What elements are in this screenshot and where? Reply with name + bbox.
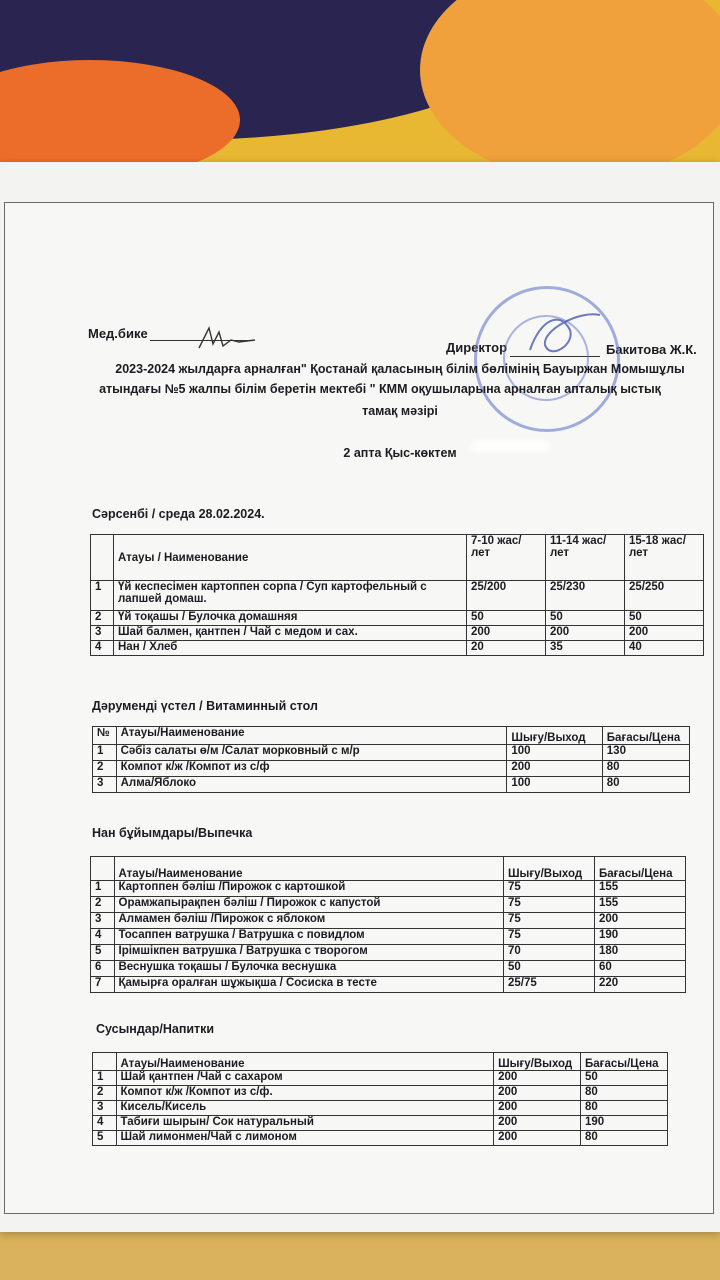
table-row: 1 Картоппен бәліш /Пирожок с картошкой 75 155 [91,881,686,897]
vitamin-section-title: Дәрумендi үстел / Витаминный стол [92,699,318,713]
director-label: Директор [446,340,508,355]
table-row: 2 Орамжапырақпен бәліш / Пирожок с капустой 75 155 [91,897,686,913]
drinks-table: Атауы/Наименование Шығу/Выход Бағасы/Цена 1 Шай қантпен /Чай с сахаром 200 50 2 Компот к/ж /Компот из с/ф. 200 80 3 Кисель/Кисель 200 80 4 Табиғи шырын/ Сок натуральный 200 190 5 Шай лимонмен/Чай с лимоном 200 80 [92,1052,668,1146]
table-row: 3 Алма/Яблоко 100 80 [93,777,690,793]
table-row: 4 Тосаппен ватрушка / Ватрушка с повидлом 75 190 [91,929,686,945]
drinks-section-title: Сусындар/Напитки [96,1022,215,1036]
col-name-header: Атауы / Наименование [114,535,467,581]
menu-title-line1: 2023-2024 жылдарға арналған" Қостанай қаласының білім бөлімінің Бауыржан Момышұлы [115,362,685,376]
bakery-section-title: Нан бұйымдары/Выпечка [92,826,253,840]
table-row: 2 Үй тоқашы / Булочка домашняя 50 50 50 [91,611,704,626]
menu-title-line3: тамақ мәзірі [362,404,438,418]
table-row: 3 Шай балмен, қантпен / Чай с медом и сах. 200 200 200 [91,626,704,641]
nurse-signature [195,318,265,354]
bakery-table: Атауы/Наименование Шығу/Выход Бағасы/Цена 1 Картоппен бәліш /Пирожок с картошкой 75 155 2 Орамжапырақпен бәліш / Пирожок с капустой 75 155 3 Алмамен бәліш /Пирожок с яблоком 75 200 4 Тосаппен ватрушка / Ватрушка с повидлом 75 190 5 Ірімшікпен ватрушка / Ватрушка с творогом 70 180 6 Веснушка тоқашы / Булочка веснушка 50 60 7 Қамырға оралған шұжықша / Сосиска в тесте 25/75 220 [90,856,686,993]
main-menu-table [90,534,704,656]
table-row: 1 Үй кеспесімен картоппен сорпа / Суп картофельный с лапшей домаш. 25/200 25/230 25/250 [91,581,704,611]
table-row: 3 Кисель/Кисель 200 80 [93,1101,668,1116]
table-row: 2 Компот к/ж /Компот из с/ф 200 80 [93,761,690,777]
week-label: 2 апта Қыс-көктем [343,446,457,460]
table-row: 1 Шай қантпен /Чай с сахаром 200 50 [93,1071,668,1086]
table-row: 5 Ірімшікпен ватрушка / Ватрушка с творогом 70 180 [91,945,686,961]
table-row: 1 Сәбіз салаты ө/м /Салат морковный с м/р 100 130 [93,745,690,761]
table-row: 6 Веснушка тоқашы / Булочка веснушка 50 60 [91,961,686,977]
vitamin-table: № Атауы/Наименование Шығу/Выход Бағасы/Цена 1 Сәбіз салаты ө/м /Салат морковный с м/р 100 130 2 Компот к/ж /Компот из с/ф 200 80 3 Алма/Яблоко 100 80 [92,726,690,793]
director-name: Бакитова Ж.К. [606,342,697,357]
table-row: 7 Қамырға оралған шұжықша / Сосиска в тесте 25/75 220 [91,977,686,993]
table-row: 5 Шай лимонмен/Чай с лимоном 200 80 [93,1131,668,1146]
table-row: 4 Табиғи шырын/ Сок натуральный 200 190 [93,1116,668,1131]
table-row: 2 Компот к/ж /Компот из с/ф. 200 80 [93,1086,668,1101]
col-age-11-14: 11-14 жас/ лет [546,535,625,581]
light-glare [470,440,550,452]
menu-title-line2: атындағы №5 жалпы білім беретін мектебі " КММ оқушыларына арналған апталық ыстық [99,382,661,396]
col-age-15-18: 15-18 жас/ лет [625,535,704,581]
table-row: 4 Нан / Хлеб 20 35 40 [91,641,704,656]
day-label: Сәрсенбі / среда 28.02.2024. [92,507,265,521]
nurse-label: Мед.бике [88,326,148,341]
col-age-7-10: 7-10 жас/ лет [467,535,546,581]
table-row: 3 Алмамен бәліш /Пирожок с яблоком 75 200 [91,913,686,929]
